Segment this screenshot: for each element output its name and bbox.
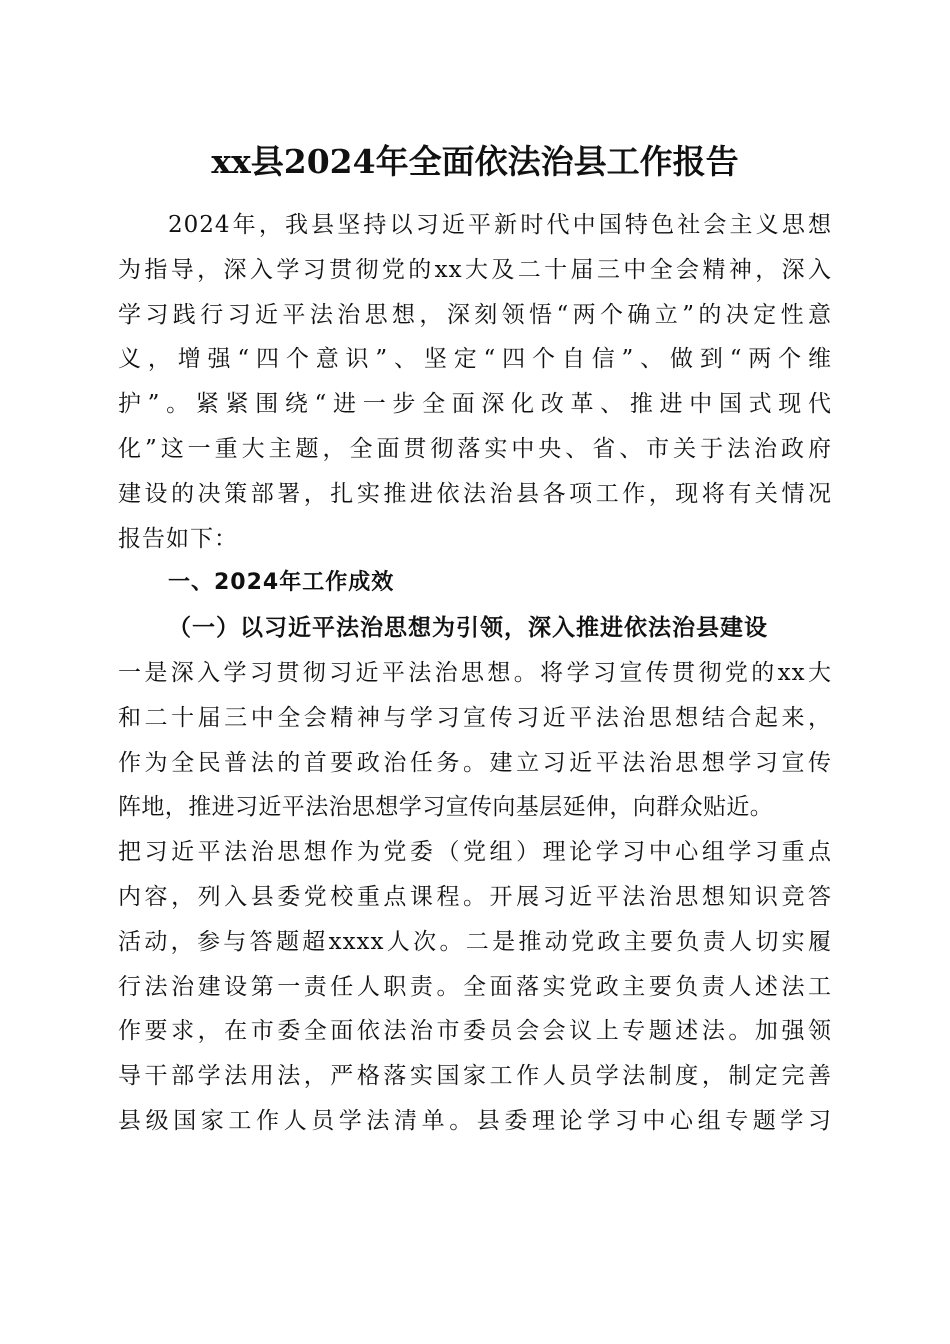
document-title: xx县2024年全面依法治县工作报告 bbox=[211, 142, 739, 181]
paragraph-line: 建设的决策部署，扎实推进依法治县各项工作，现将有关情况 bbox=[118, 480, 832, 507]
paragraph-line: 导干部学法用法，严格落实国家工作人员学法制度，制定完善 bbox=[118, 1063, 832, 1090]
document-body bbox=[118, 203, 832, 1144]
paragraph-line: 为指导，深入学习贯彻党的xx大及二十届三中全会精神，深入 bbox=[118, 256, 832, 283]
subsection-heading: （一）以习近平法治思想为引领，深入推进依法治县建设 bbox=[168, 614, 768, 642]
paragraph-line: 学习践行习近平法治思想，深刻领悟“两个确立”的决定性意 bbox=[118, 301, 832, 328]
paragraph-line: 报告如下： bbox=[118, 525, 238, 552]
paragraph-line: 县级国家工作人员学法清单。县委理论学习中心组专题学习 bbox=[118, 1107, 832, 1134]
paragraph-line: 内容，列入县委党校重点课程。开展习近平法治思想知识竞答 bbox=[118, 883, 832, 910]
paragraph-line: 把习近平法治思想作为党委（党组）理论学习中心组学习重点 bbox=[118, 839, 832, 866]
paragraph-line: 和二十届三中全会精神与学习宣传习近平法治思想结合起来， bbox=[118, 704, 832, 731]
paragraph-line: 阵地，推进习近平法治思想学习宣传向基层延伸，向群众贴近。 bbox=[118, 794, 774, 821]
paragraph-line: 护”。紧紧围绕“进一步全面深化改革、推进中国式现代 bbox=[118, 391, 832, 418]
paragraph-line: 2024年，我县坚持以习近平新时代中国特色社会主义思想 bbox=[168, 212, 832, 238]
section-heading: 一、2024年工作成效 bbox=[168, 570, 395, 596]
paragraph-line: 一是深入学习贯彻习近平法治思想。将学习宣传贯彻党的xx大 bbox=[118, 659, 832, 686]
paragraph-line: 化”这一重大主题，全面贯彻落实中央、省、市关于法治政府 bbox=[118, 435, 832, 462]
paragraph-line: 作要求，在市委全面依法治市委员会会议上专题述法。加强领 bbox=[118, 1018, 832, 1045]
paragraph-line: 义，增强“四个意识”、坚定“四个自信”、做到“两个维 bbox=[118, 346, 832, 373]
paragraph-line: 活动，参与答题超xxxx人次。二是推动党政主要负责人切实履 bbox=[118, 928, 832, 955]
paragraph-line: 作为全民普法的首要政治任务。建立习近平法治思想学习宣传 bbox=[118, 749, 832, 776]
paragraph-line: 行法治建设第一责任人职责。全面落实党政主要负责人述法工 bbox=[118, 973, 832, 1000]
